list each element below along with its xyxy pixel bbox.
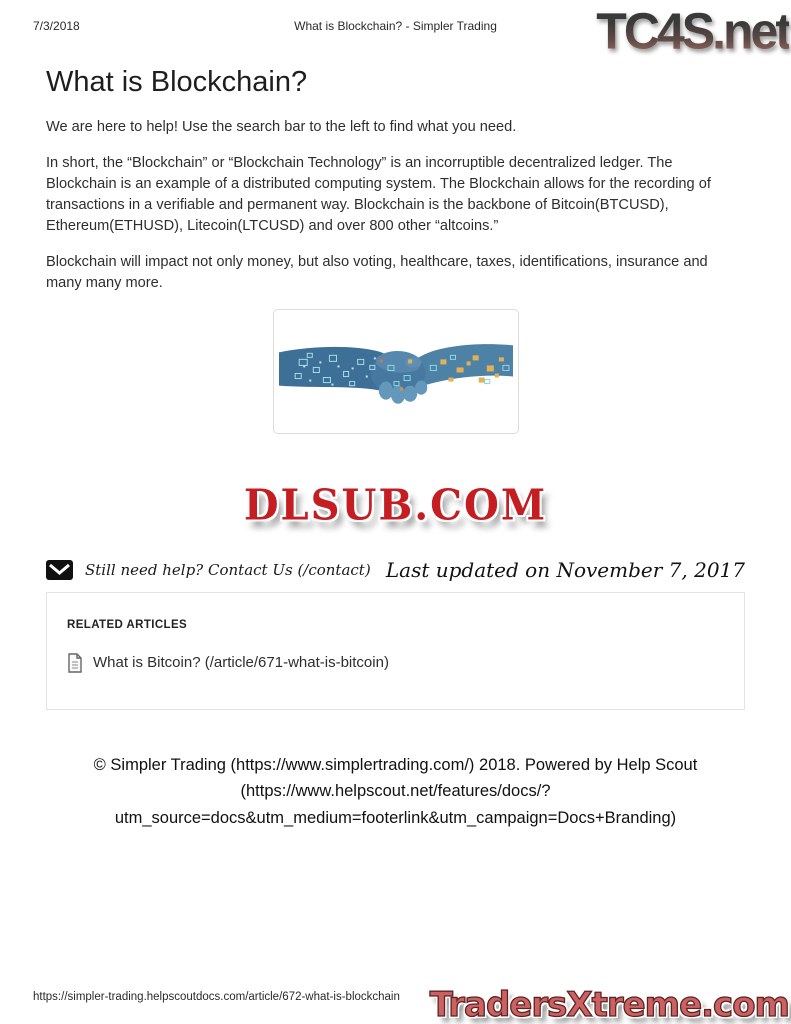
- site-footer-line: (https://www.helpscout.net/features/docs/?: [240, 782, 551, 801]
- article-paragraph: We are here to help! Use the search bar to the left to find what you need.: [46, 119, 517, 135]
- tc4s-watermark: TC4S.net: [596, 0, 789, 57]
- site-footer-line: utm_source=docs&utm_medium=footerlink&utm_campaign=Docs+Branding): [114, 808, 677, 827]
- tradersxtreme-watermark: TradersXtreme.com: [429, 985, 789, 1024]
- dlsub-watermark: DLSUB.COM: [243, 480, 548, 531]
- envelope-icon: [46, 560, 73, 580]
- handshake-circuit-image: [273, 309, 519, 434]
- related-article-link[interactable]: What is Bitcoin? (/article/671-what-is-bitcoin): [93, 654, 389, 672]
- last-updated-text: Last updated on November 7, 2017: [385, 557, 745, 582]
- related-article-item[interactable]: [67, 653, 724, 673]
- article-paragraph: Blockchain will impact not only money, but also voting, healthcare, taxes, identifications, insurance and many many more.: [46, 254, 708, 291]
- print-document-title: What is Blockchain? - Simpler Trading: [294, 19, 497, 33]
- handshake-illustration: [279, 315, 513, 428]
- contact-link[interactable]: Still need help? Contact Us (/contact): [85, 560, 371, 579]
- print-date: 7/3/2018: [33, 19, 80, 33]
- page-title: What is Blockchain?: [46, 66, 308, 98]
- article-meta-row: [46, 558, 745, 582]
- site-footer-line: © Simpler Trading (https://www.simplertrading.com/) 2018. Powered by Help Scout: [93, 755, 698, 774]
- print-source-url: https://simpler-trading.helpscoutdocs.com/article/672-what-is-blockchain: [33, 991, 400, 1003]
- related-articles-heading: RELATED ARTICLES: [67, 618, 188, 631]
- article-paragraph: In short, the “Blockchain” or “Blockchain Technology” is an incorruptible decentralized ledger. The Blockchain is an example of a distributed computing system. The Blockchain allows for the recording of transactions in a verifiable and permanent way. Blockchain is the backbone of Bitcoin(BTCUSD), Ethereum(ETHUSD), Litecoin(LTCUSD) and over 800 other “altcoins.”: [46, 155, 711, 234]
- document-icon: [67, 653, 83, 673]
- site-footer: [66, 752, 726, 831]
- related-articles-box: [46, 592, 745, 710]
